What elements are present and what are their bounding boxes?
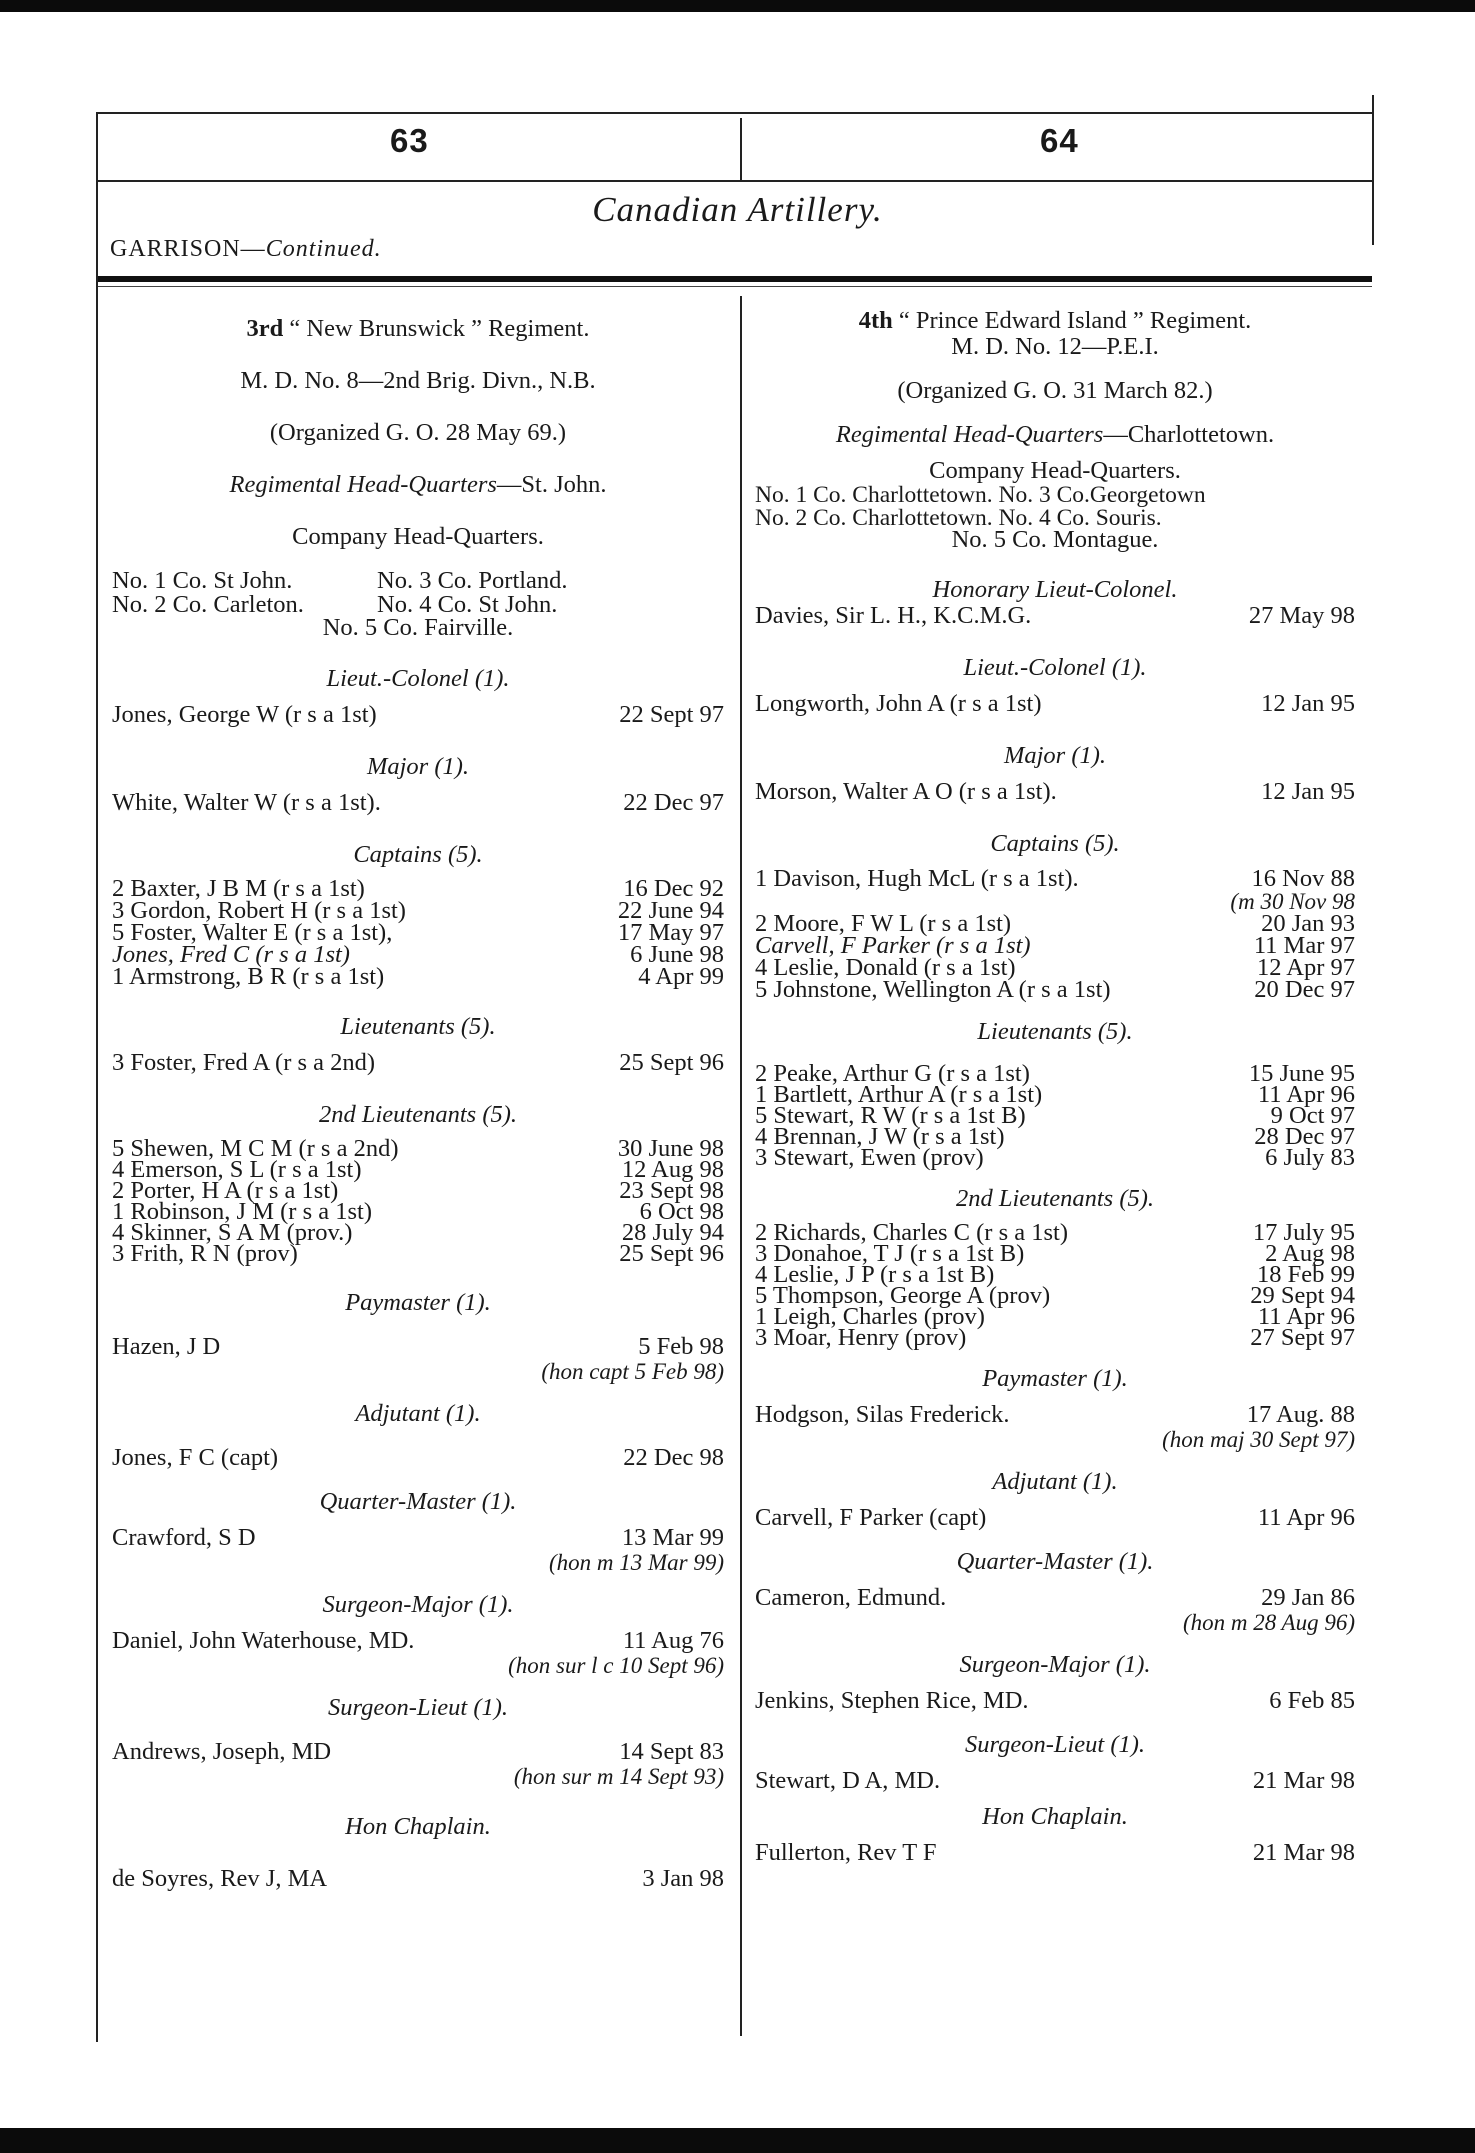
officer-date: 28 Dec 97 — [1254, 1123, 1355, 1150]
hq-label: Regimental Head-Quarters — [229, 471, 497, 498]
section-heading: Lieut.-Colonel (1). — [326, 665, 510, 692]
officer-entry — [112, 702, 724, 728]
officer-note: (m 30 Nov 98 — [1230, 889, 1355, 914]
officer-date: 6 Feb 85 — [1269, 1687, 1355, 1714]
officer-date: 6 Oct 98 — [639, 1198, 724, 1225]
military-district: M. D. No. 8—2nd Brig. Divn., N.B. — [240, 367, 596, 394]
officer-entry — [112, 1739, 724, 1765]
page-title: Canadian Artillery. — [592, 190, 883, 229]
officer-date: 12 Jan 95 — [1261, 690, 1355, 717]
officer-name: 4 Emerson, S L (r s a 1st) — [112, 1156, 362, 1183]
section-heading: 2nd Lieutenants (5). — [318, 1101, 518, 1128]
officer-name: 1 Robinson, J M (r s a 1st) — [112, 1198, 372, 1225]
officer-date: 28 July 94 — [621, 1219, 724, 1246]
section-heading: Honorary Lieut-Colonel. — [932, 576, 1178, 603]
header-divider — [740, 118, 742, 180]
officer-name: 5 Stewart, R W (r s a 1st B) — [755, 1102, 1026, 1129]
page-number-right: 64 — [1040, 122, 1079, 159]
company-list — [755, 484, 1355, 551]
top-scan-edge — [0, 0, 1475, 12]
officer-date: 11 Apr 96 — [1257, 1303, 1355, 1330]
thin-rule — [98, 286, 1372, 287]
section-heading: Surgeon-Lieut (1). — [327, 1694, 509, 1721]
company-list — [112, 568, 724, 640]
officer-date: 20 Dec 97 — [1254, 976, 1355, 1003]
officer-entry — [112, 1628, 724, 1654]
officer-date: 21 Mar 98 — [1252, 1839, 1355, 1866]
section-heading: Hon Chaplain. — [345, 1813, 491, 1840]
officer-name: de Soyres, Rev J, MA — [112, 1865, 328, 1892]
company-entry: No. 4 Co. St John. — [377, 591, 558, 618]
regiment-title — [755, 308, 1355, 334]
military-district: M. D. No. 12—P.E.I. — [951, 333, 1159, 360]
company-entry: No. 2 Co. Charlottetown. No. 4 Co. Souris. — [755, 505, 1162, 531]
captains-list — [755, 867, 1355, 1001]
officer-name: Hazen, J D — [112, 1333, 221, 1360]
officer-date: 21 Mar 98 — [1252, 1767, 1355, 1794]
officer-name: 3 Donahoe, T J (r s a 1st B) — [755, 1240, 1025, 1267]
hq-place: —St. John. — [496, 471, 607, 498]
company-entry: No. 1 Co. St John. — [112, 567, 293, 594]
section-heading: Hon Chaplain. — [982, 1803, 1128, 1830]
section-heading: Lieutenants (5). — [340, 1013, 496, 1040]
officer-date: 11 Apr 96 — [1257, 1504, 1355, 1531]
officer-date: 16 Nov 88 — [1251, 865, 1355, 892]
officer-date: 12 Apr 97 — [1257, 954, 1355, 981]
officer-date: 29 Jan 86 — [1261, 1584, 1355, 1611]
section-heading: Lieutenants (5). — [977, 1018, 1133, 1045]
officer-name: 2 Moore, F W L (r s a 1st) — [755, 910, 1012, 937]
lieutenants-list — [755, 1060, 1355, 1171]
officer-name: 5 Shewen, M C M (r s a 2nd) — [112, 1135, 399, 1162]
officer-entry — [755, 691, 1355, 717]
organized-order: (Organized G. O. 31 March 82.) — [897, 377, 1213, 404]
company-entry: No. 1 Co. Charlottetown. No. 3 Co.Georgetown — [755, 482, 1206, 508]
officer-name: Morson, Walter A O (r s a 1st). — [755, 778, 1057, 805]
officer-date: 17 Aug. 88 — [1246, 1401, 1355, 1428]
officer-date: 22 Sept 97 — [619, 701, 724, 728]
right-column — [755, 300, 1355, 1866]
officer-date: 11 Apr 96 — [1257, 1081, 1355, 1108]
officer-name: 4 Brennan, J W (r s a 1st) — [755, 1123, 1005, 1150]
officer-entry — [755, 1840, 1355, 1866]
officer-name: 2 Baxter, J B M (r s a 1st) — [112, 875, 365, 902]
officer-entry — [112, 1334, 724, 1360]
company-entry: No. 5 Co. Fairville. — [322, 614, 514, 641]
officer-note: (hon sur m 14 Sept 93) — [513, 1764, 724, 1789]
officer-entry — [112, 1050, 724, 1076]
officer-date: 25 Sept 96 — [619, 1240, 724, 1267]
officer-name: 2 Porter, H A (r s a 1st) — [112, 1177, 339, 1204]
officer-date: 12 Aug 98 — [621, 1156, 724, 1183]
officer-date: 25 Sept 96 — [619, 1049, 724, 1076]
officer-date: 29 Sept 94 — [1250, 1282, 1355, 1309]
officer-entry — [112, 963, 724, 990]
officer-date: 6 July 83 — [1265, 1144, 1355, 1171]
officer-date: 12 Jan 95 — [1261, 778, 1355, 805]
captains-list — [112, 875, 724, 990]
company-hq-heading: Company Head-Quarters. — [929, 457, 1181, 484]
company-hq-heading: Company Head-Quarters. — [292, 523, 544, 550]
organized-order: (Organized G. O. 28 May 69.) — [269, 419, 567, 446]
officer-name: Fullerton, Rev T F — [755, 1839, 937, 1866]
officer-name: 2 Peake, Arthur G (r s a 1st) — [755, 1060, 1030, 1087]
officer-name: 3 Frith, R N (prov) — [112, 1240, 298, 1267]
section-heading: Adjutant (1). — [992, 1468, 1118, 1495]
officer-name: Hodgson, Silas Frederick. — [755, 1401, 1010, 1428]
officer-date: 5 Feb 98 — [638, 1333, 724, 1360]
officer-entry — [755, 1402, 1355, 1428]
officer-name: Jones, George W (r s a 1st) — [112, 701, 377, 728]
officer-name: 1 Leigh, Charles (prov) — [755, 1303, 985, 1330]
section-heading: Adjutant (1). — [355, 1400, 481, 1427]
officer-name: Jenkins, Stephen Rice, MD. — [755, 1687, 1029, 1714]
officer-date: 22 Dec 98 — [623, 1444, 724, 1471]
officer-entry — [755, 867, 1355, 890]
officer-name: 3 Foster, Fred A (r s a 2nd) — [112, 1049, 376, 1076]
officer-name: 1 Davison, Hugh McL (r s a 1st). — [755, 865, 1079, 892]
company-entry: No. 5 Co. Montague. — [951, 526, 1159, 553]
regimental-hq — [112, 472, 724, 498]
officer-name: Crawford, S D — [112, 1524, 256, 1551]
officer-entry — [755, 779, 1355, 805]
officer-date: 22 June 94 — [617, 897, 724, 924]
officer-date: 14 Sept 83 — [619, 1738, 724, 1765]
officer-date: 3 Jan 98 — [642, 1865, 724, 1892]
officer-note: (hon m 28 Aug 96) — [1182, 1610, 1355, 1635]
officer-name: Stewart, D A, MD. — [755, 1767, 941, 1794]
officer-name: Daniel, John Waterhouse, MD. — [112, 1627, 415, 1654]
officer-name: Longworth, John A (r s a 1st) — [755, 690, 1042, 717]
officer-name: 5 Foster, Walter E (r s a 1st), — [112, 919, 393, 946]
officer-entry — [112, 1525, 724, 1551]
hq-place: —Charlottetown. — [1103, 421, 1275, 448]
section-heading: 2nd Lieutenants (5). — [955, 1185, 1155, 1212]
section-heading: Paymaster (1). — [345, 1289, 491, 1316]
officer-entry — [755, 1688, 1355, 1714]
officer-date: 4 Apr 99 — [638, 963, 724, 990]
officer-date: 6 June 98 — [630, 941, 724, 968]
second-lieutenants-list — [755, 1219, 1355, 1351]
officer-date: 17 May 97 — [617, 919, 724, 946]
regiment-name: “ New Brunswick ” Regiment. — [289, 315, 590, 342]
page-frame-left — [96, 112, 98, 2042]
left-column — [112, 300, 724, 1892]
officer-entry — [755, 603, 1355, 629]
officer-date: 2 Aug 98 — [1265, 1240, 1355, 1267]
header-rule — [98, 180, 1372, 182]
hq-label: Regimental Head-Quarters — [835, 421, 1104, 448]
regiment-number: 4th — [858, 307, 893, 334]
second-lieutenants-list — [112, 1135, 724, 1267]
officer-name: Jones, Fred C (r s a 1st) — [112, 941, 350, 968]
section-heading: Surgeon-Major (1). — [959, 1651, 1151, 1678]
officer-entry — [755, 1144, 1355, 1171]
section-heading: Surgeon-Lieut (1). — [964, 1731, 1146, 1758]
officer-date: 17 July 95 — [1252, 1219, 1355, 1246]
officer-date: 27 May 98 — [1248, 602, 1355, 629]
officer-entry — [755, 976, 1355, 1003]
officer-date: 27 Sept 97 — [1250, 1324, 1355, 1351]
officer-note: (hon capt 5 Feb 98) — [541, 1359, 724, 1384]
officer-note: (hon maj 30 Sept 97) — [1162, 1427, 1355, 1452]
officer-entry — [112, 1240, 724, 1267]
thick-rule — [98, 276, 1372, 282]
section-heading: Quarter-Master (1). — [319, 1488, 517, 1515]
officer-entry — [755, 1768, 1355, 1794]
officer-date: 15 June 95 — [1248, 1060, 1355, 1087]
regiment-number: 3rd — [246, 315, 284, 342]
officer-entry — [112, 1866, 724, 1892]
officer-name: 3 Gordon, Robert H (r s a 1st) — [112, 897, 406, 924]
officer-name: 5 Johnstone, Wellington A (r s a 1st) — [755, 976, 1111, 1003]
officer-date: 13 Mar 99 — [621, 1524, 724, 1551]
officer-date: 11 Aug 76 — [622, 1627, 724, 1654]
officer-name: 1 Armstrong, B R (r s a 1st) — [112, 963, 385, 990]
section-heading: Surgeon-Major (1). — [322, 1591, 514, 1618]
section-heading: Major (1). — [1003, 742, 1107, 769]
officer-name: 4 Leslie, Donald (r s a 1st) — [755, 954, 1016, 981]
officer-date: 22 Dec 97 — [623, 789, 724, 816]
garrison-text: GARRISON— — [110, 236, 266, 262]
bottom-scan-edge — [0, 2128, 1475, 2153]
page-number-left: 63 — [390, 122, 429, 159]
officer-name: 4 Skinner, S A M (prov.) — [112, 1219, 353, 1246]
officer-name: Davies, Sir L. H., K.C.M.G. — [755, 602, 1032, 629]
officer-name: Carvell, F Parker (r s a 1st) — [755, 932, 1031, 959]
column-divider — [740, 296, 742, 2036]
officer-date: 20 Jan 93 — [1261, 910, 1355, 937]
section-heading: Captains (5). — [353, 841, 483, 868]
officer-name: 3 Moar, Henry (prov) — [755, 1324, 967, 1351]
section-heading: Quarter-Master (1). — [956, 1548, 1154, 1575]
regiment-title — [112, 316, 724, 342]
officer-name: Jones, F C (capt) — [112, 1444, 279, 1471]
officer-name: 5 Thompson, George A (prov) — [755, 1282, 1051, 1309]
officer-entry — [112, 1445, 724, 1471]
officer-name: Cameron, Edmund. — [755, 1584, 947, 1611]
officer-name: 1 Bartlett, Arthur A (r s a 1st) — [755, 1081, 1043, 1108]
section-heading: Major (1). — [366, 753, 470, 780]
officer-name: Carvell, F Parker (capt) — [755, 1504, 987, 1531]
regiment-name: “ Prince Edward Island ” Regiment. — [898, 307, 1252, 334]
officer-note: (hon m 13 Mar 99) — [548, 1550, 724, 1575]
company-entry: No. 3 Co. Portland. — [377, 567, 568, 594]
officer-name: 3 Stewart, Ewen (prov) — [755, 1144, 984, 1171]
officer-entry — [755, 1505, 1355, 1531]
officer-date: 9 Oct 97 — [1270, 1102, 1355, 1129]
officer-date: 11 Mar 97 — [1253, 932, 1355, 959]
officer-date: 23 Sept 98 — [619, 1177, 724, 1204]
page-frame-top — [96, 112, 1374, 114]
officer-entry — [755, 1324, 1355, 1351]
officer-date: 30 June 98 — [617, 1135, 724, 1162]
officer-date: 18 Feb 99 — [1257, 1261, 1355, 1288]
section-heading: Paymaster (1). — [982, 1365, 1128, 1392]
garrison-continued: Continued. — [265, 236, 382, 262]
officer-name: Andrews, Joseph, MD — [112, 1738, 332, 1765]
regimental-hq — [755, 422, 1355, 448]
officer-date: 16 Dec 92 — [623, 875, 724, 902]
officer-entry — [112, 790, 724, 816]
officer-entry — [755, 1585, 1355, 1611]
company-row — [112, 591, 724, 618]
garrison-label — [110, 236, 382, 263]
officer-name: White, Walter W (r s a 1st). — [112, 789, 381, 816]
company-entry: No. 2 Co. Carleton. — [112, 591, 304, 618]
section-heading: Lieut.-Colonel (1). — [963, 654, 1147, 681]
officer-note: (hon sur l c 10 Sept 96) — [508, 1653, 724, 1678]
officer-name: 4 Leslie, J P (r s a 1st B) — [755, 1261, 995, 1288]
section-heading: Captains (5). — [990, 830, 1120, 857]
officer-name: 2 Richards, Charles C (r s a 1st) — [755, 1219, 1068, 1246]
